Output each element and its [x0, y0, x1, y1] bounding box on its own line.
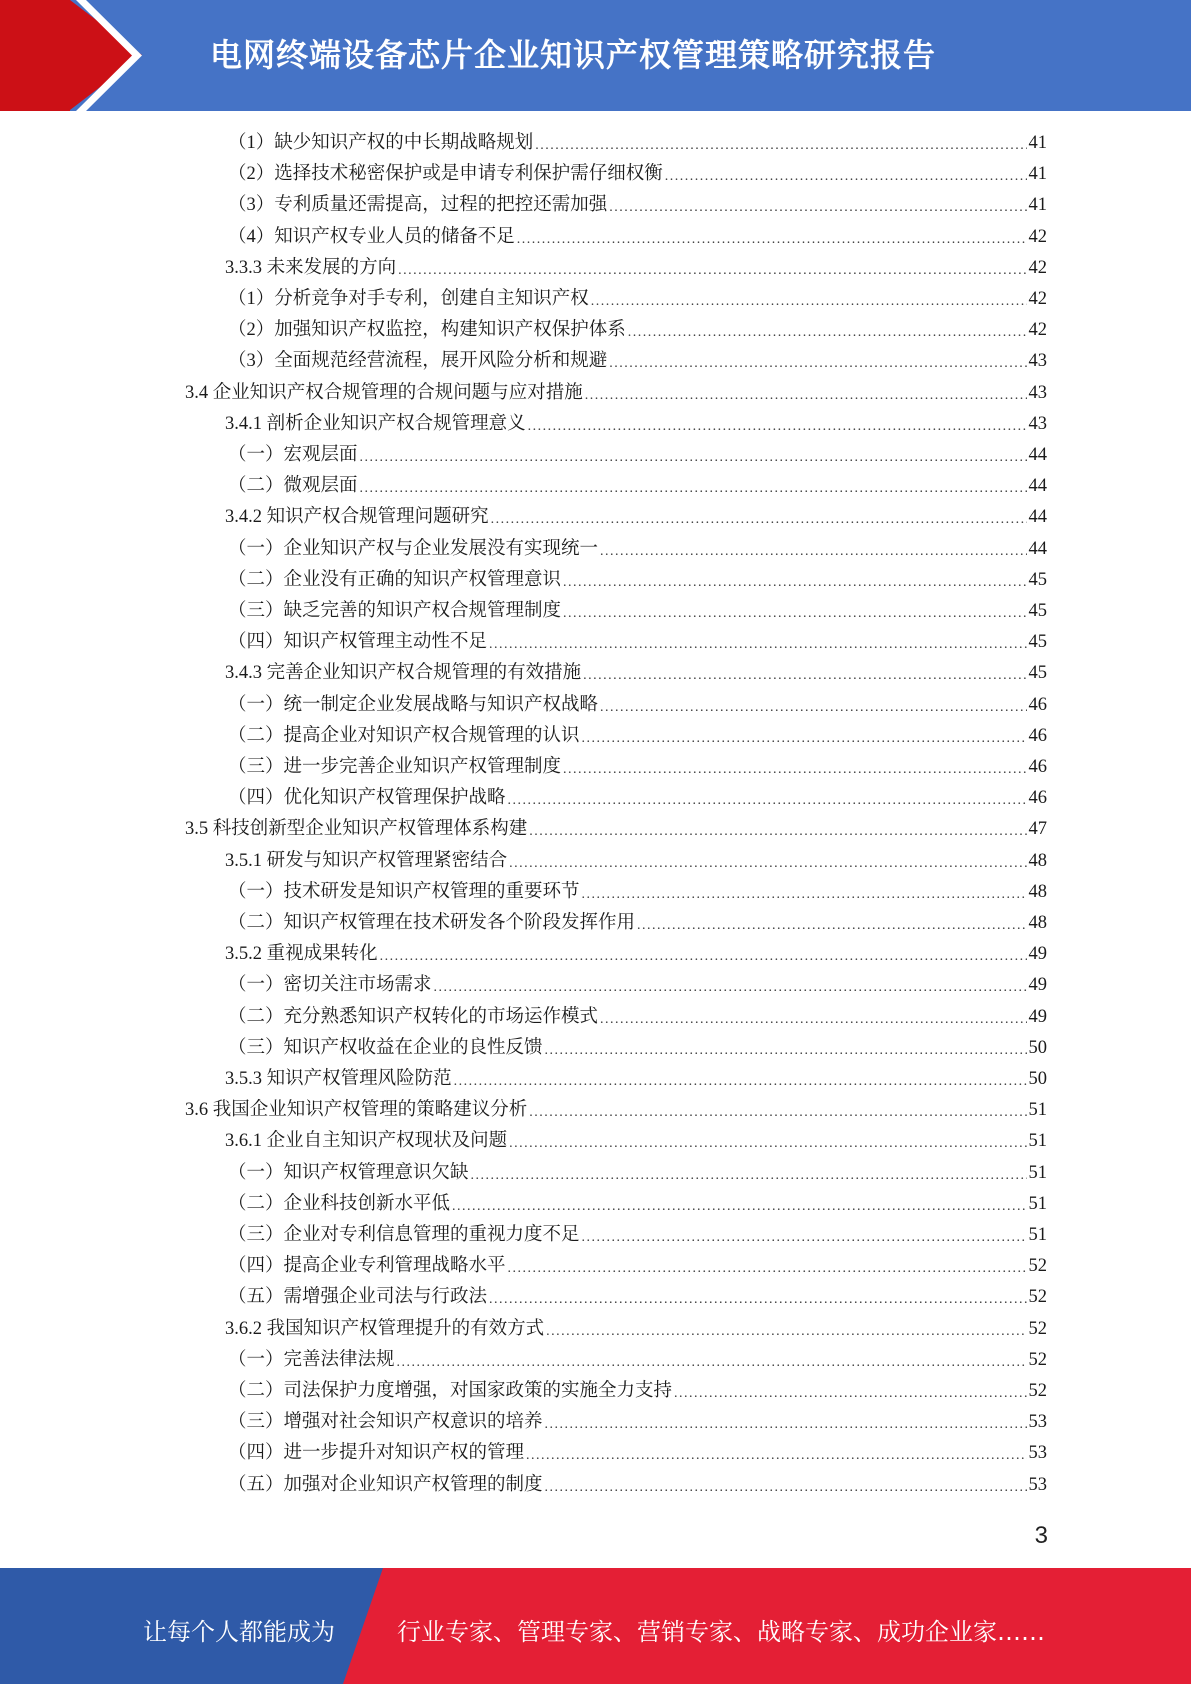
toc-leader-dots — [545, 1033, 1027, 1064]
toc-entry-label: 3.4 企业知识产权合规管理的合规问题与应对措施 — [185, 382, 583, 403]
toc-entry-page: 52 — [1028, 1256, 1047, 1277]
toc-entry-page: 42 — [1028, 226, 1047, 247]
toc-leader-dots — [546, 1314, 1026, 1345]
toc-leader-dots — [600, 534, 1026, 565]
toc-entry-label: （二）企业科技创新水平低 — [228, 1193, 451, 1214]
toc-entry[interactable] — [228, 783, 1047, 814]
toc-entry-page: 51 — [1028, 1193, 1047, 1214]
page-footer — [0, 1568, 1191, 1684]
toc-entry[interactable] — [228, 1251, 1047, 1282]
toc-entry[interactable] — [225, 939, 1047, 970]
toc-entry-page: 43 — [1028, 413, 1047, 434]
toc-entry-page: 44 — [1028, 507, 1047, 528]
toc-entry-label: 3.3.3 未来发展的方向 — [225, 257, 397, 278]
toc-entry[interactable] — [228, 596, 1047, 627]
toc-entry-label: （二）微观层面 — [228, 476, 358, 497]
toc-entry-label: （三）增强对社会知识产权意识的培养 — [228, 1412, 543, 1433]
toc-entry-label: （1）缺少知识产权的中长期战略规划 — [228, 133, 534, 153]
toc-entry-page: 49 — [1028, 944, 1047, 965]
header-red-block — [0, 0, 70, 111]
toc-entry-page: 52 — [1028, 1287, 1047, 1308]
toc-entry-label: 3.5.3 知识产权管理风险防范 — [225, 1069, 452, 1089]
toc-leader-dots — [380, 939, 1027, 970]
toc-entry-label: （1）分析竞争对手专利，创建自主知识产权 — [228, 289, 589, 309]
toc-entry[interactable] — [225, 1064, 1047, 1095]
toc-entry-page: 51 — [1028, 1131, 1047, 1152]
toc-entry[interactable] — [185, 378, 1047, 409]
toc-entry[interactable] — [228, 627, 1047, 658]
toc-leader-dots — [454, 1064, 1027, 1095]
toc-entry-label: 3.6.2 我国知识产权管理提升的有效方式 — [225, 1318, 545, 1339]
toc-entry-label: （二）司法保护力度增强，对国家政策的实施全力支持 — [228, 1381, 673, 1401]
toc-entry-label: 3.5.1 研发与知识产权管理紧密结合 — [225, 850, 508, 871]
toc-leader-dots — [508, 1251, 1027, 1282]
toc-entry-page: 41 — [1028, 195, 1047, 216]
toc-entry-page: 45 — [1028, 601, 1047, 621]
toc-entry-page: 46 — [1028, 694, 1047, 715]
toc-entry[interactable] — [228, 690, 1047, 721]
toc-leader-dots — [360, 471, 1027, 502]
toc-leader-dots — [582, 721, 1027, 752]
toc-entry[interactable] — [228, 565, 1047, 596]
toc-leader-dots — [508, 783, 1027, 814]
toc-entry-label: （一）宏观层面 — [228, 445, 358, 465]
toc-entry-label: （一）知识产权管理意识欠缺 — [228, 1162, 469, 1183]
toc-leader-dots — [665, 159, 1027, 190]
toc-entry-page: 43 — [1028, 382, 1047, 403]
toc-entry-label: （3）全面规范经营流程，展开风险分析和规避 — [228, 351, 608, 372]
toc-entry-page: 45 — [1028, 569, 1047, 590]
toc-entry-label: （四）知识产权管理主动性不足 — [228, 632, 488, 653]
toc-leader-dots — [471, 1158, 1027, 1189]
toc-leader-dots — [563, 752, 1026, 783]
toc-entry-page: 52 — [1028, 1349, 1047, 1370]
toc-entry-page: 47 — [1028, 819, 1047, 840]
toc-entry[interactable] — [228, 315, 1047, 346]
toc-entry-page: 42 — [1028, 289, 1047, 309]
toc-entry[interactable] — [228, 1345, 1047, 1376]
toc-leader-dots — [509, 846, 1026, 877]
toc-entry[interactable] — [228, 1033, 1047, 1064]
toc-entry-page: 43 — [1028, 351, 1047, 372]
toc-entry-page: 53 — [1028, 1412, 1047, 1433]
page-number: 3 — [1034, 1522, 1048, 1549]
toc-entry[interactable] — [225, 409, 1047, 440]
toc-leader-dots — [563, 596, 1026, 627]
toc-leader-dots — [609, 190, 1026, 221]
toc-entry[interactable] — [228, 1282, 1047, 1313]
toc-entry-page: 51 — [1028, 1225, 1047, 1245]
toc-leader-dots — [529, 814, 1026, 845]
toc-entry-label: （四）进一步提升对知识产权的管理 — [228, 1443, 525, 1464]
toc-entry-page: 50 — [1028, 1037, 1047, 1058]
toc-entry[interactable] — [225, 1314, 1047, 1345]
toc-entry[interactable] — [225, 846, 1047, 877]
toc-entry-label: （二）企业没有正确的知识产权管理意识 — [228, 569, 562, 590]
toc-entry-label: （二）提高企业对知识产权合规管理的认识 — [228, 725, 580, 746]
toc-entry-page: 48 — [1028, 913, 1047, 933]
toc-entry-label: 3.6.1 企业自主知识产权现状及问题 — [225, 1131, 508, 1152]
toc-leader-dots — [609, 346, 1026, 377]
toc-entry-page: 41 — [1028, 164, 1047, 185]
toc-entry[interactable] — [228, 128, 1047, 159]
toc-entry[interactable] — [225, 502, 1047, 533]
toc-leader-dots — [628, 315, 1027, 346]
footer-slogan-left: 让每个人都能成为 — [143, 1618, 335, 1646]
toc-leader-dots — [674, 1376, 1026, 1407]
toc-entry-page: 48 — [1028, 850, 1047, 871]
toc-entry[interactable] — [228, 721, 1047, 752]
toc-entry-page: 48 — [1028, 881, 1047, 902]
toc-entry[interactable] — [228, 1376, 1047, 1407]
toc-leader-dots — [489, 627, 1026, 658]
toc-leader-dots — [582, 877, 1027, 908]
toc-entry[interactable] — [228, 222, 1047, 253]
toc-leader-dots — [545, 1470, 1027, 1501]
toc-leader-dots — [545, 1407, 1027, 1438]
toc-leader-dots — [491, 502, 1027, 533]
toc-entry[interactable] — [225, 253, 1047, 284]
toc-entry-page: 50 — [1028, 1069, 1047, 1089]
toc-entry-page: 41 — [1028, 133, 1047, 153]
toc-entry[interactable] — [228, 1158, 1047, 1189]
toc-entry-page: 52 — [1028, 1318, 1047, 1339]
toc-entry[interactable] — [228, 1189, 1047, 1220]
toc-entry[interactable] — [225, 658, 1047, 689]
toc-entry-page: 46 — [1028, 725, 1047, 746]
toc-entry-page: 45 — [1028, 632, 1047, 653]
document-title: 电网终端设备芯片企业知识产权管理策略研究报告 — [210, 36, 937, 74]
toc-entry-label: （4）知识产权专业人员的储备不足 — [228, 226, 515, 247]
toc-entry-label: （五）加强对企业知识产权管理的制度 — [228, 1474, 543, 1495]
toc-entry[interactable] — [228, 1220, 1047, 1251]
toc-entry-label: （二）知识产权管理在技术研发各个阶段发挥作用 — [228, 913, 636, 933]
toc-entry-label: 3.4.1 剖析企业知识产权合规管理意义 — [225, 413, 526, 434]
toc-entry-page: 44 — [1028, 538, 1047, 559]
toc-entry[interactable] — [228, 1438, 1047, 1469]
toc-leader-dots — [582, 1220, 1027, 1251]
toc-entry-page: 51 — [1028, 1100, 1047, 1121]
toc-leader-dots — [360, 440, 1027, 471]
toc-entry-page: 42 — [1028, 257, 1047, 278]
toc-leader-dots — [529, 1095, 1026, 1126]
toc-entry-label: 3.5 科技创新型企业知识产权管理体系构建 — [185, 819, 528, 840]
toc-entry[interactable] — [228, 970, 1047, 1001]
toc-entry[interactable] — [228, 1407, 1047, 1438]
toc-entry-label: （3）专利质量还需提高，过程的把控还需加强 — [228, 195, 608, 216]
toc-entry-label: （2）加强知识产权监控，构建知识产权保护体系 — [228, 320, 626, 341]
footer-slogan-right: 行业专家、管理专家、营销专家、战略专家、成功企业家…… — [397, 1618, 1045, 1646]
toc-entry-page: 49 — [1028, 975, 1047, 996]
toc-entry-page: 51 — [1028, 1162, 1047, 1183]
toc-entry-label: 3.4.3 完善企业知识产权合规管理的有效措施 — [225, 663, 582, 684]
toc-entry[interactable] — [228, 284, 1047, 315]
toc-entry-label: （三）知识产权收益在企业的良性反馈 — [228, 1037, 543, 1058]
toc-entry-label: （一）完善法律法规 — [228, 1349, 395, 1370]
page-header — [0, 0, 1191, 111]
toc-leader-dots — [637, 908, 1026, 939]
toc-entry[interactable] — [228, 440, 1047, 471]
toc-entry[interactable] — [185, 814, 1047, 845]
toc-entry-label: （三）缺乏完善的知识产权合规管理制度 — [228, 601, 562, 621]
toc-leader-dots — [585, 378, 1027, 409]
toc-leader-dots — [398, 253, 1026, 284]
toc-entry-label: （一）统一制定企业发展战略与知识产权战略 — [228, 694, 599, 715]
toc-leader-dots — [600, 690, 1026, 721]
toc-entry[interactable] — [228, 471, 1047, 502]
toc-entry-label: （二）充分熟悉知识产权转化的市场运作模式 — [228, 1006, 599, 1027]
toc-entry[interactable] — [228, 190, 1047, 221]
toc-leader-dots — [563, 565, 1026, 596]
toc-entry[interactable] — [228, 159, 1047, 190]
toc-entry-label: （四）提高企业专利管理战略水平 — [228, 1256, 506, 1277]
toc-entry-label: （一）企业知识产权与企业发展没有实现统一 — [228, 538, 599, 559]
toc-entry-label: （四）优化知识产权管理保护战略 — [228, 788, 506, 809]
toc-leader-dots — [509, 1126, 1026, 1157]
toc-entry-label: （2）选择技术秘密保护或是申请专利保护需仔细权衡 — [228, 164, 663, 185]
toc-entry-label: 3.5.2 重视成果转化 — [225, 944, 378, 965]
toc-entry-page: 52 — [1028, 1381, 1047, 1401]
toc-leader-dots — [583, 658, 1026, 689]
toc-leader-dots — [600, 1002, 1026, 1033]
toc-entry-page: 46 — [1028, 757, 1047, 777]
toc-entry-label: 3.6 我国企业知识产权管理的策略建议分析 — [185, 1100, 528, 1121]
toc-entry-label: （一）技术研发是知识产权管理的重要环节 — [228, 881, 580, 902]
toc-leader-dots — [526, 1438, 1026, 1469]
toc-entry[interactable] — [228, 1002, 1047, 1033]
toc-entry-page: 46 — [1028, 788, 1047, 809]
toc-leader-dots — [517, 222, 1027, 253]
toc-entry[interactable] — [228, 346, 1047, 377]
toc-entry[interactable] — [228, 877, 1047, 908]
toc-entry-label: 3.4.2 知识产权合规管理问题研究 — [225, 507, 489, 528]
toc-leader-dots — [528, 409, 1027, 440]
toc-entry-page: 44 — [1028, 476, 1047, 497]
chevron-icon — [76, 0, 166, 111]
toc-entry[interactable] — [228, 908, 1047, 939]
toc-leader-dots — [535, 128, 1026, 159]
toc-entry-label: （一）密切关注市场需求 — [228, 975, 432, 996]
toc-entry-page: 44 — [1028, 445, 1047, 465]
toc-entry[interactable] — [228, 1470, 1047, 1501]
toc-entry-label: （五）需增强企业司法与行政法 — [228, 1287, 488, 1308]
toc-entry-label: （三）进一步完善企业知识产权管理制度 — [228, 757, 562, 777]
toc-leader-dots — [434, 970, 1027, 1001]
toc-entry-page: 45 — [1028, 663, 1047, 684]
toc-entry-page: 42 — [1028, 320, 1047, 341]
toc-entry[interactable] — [228, 752, 1047, 783]
toc-leader-dots — [591, 284, 1027, 315]
toc-leader-dots — [397, 1345, 1027, 1376]
toc-entry[interactable] — [228, 534, 1047, 565]
toc-leader-dots — [489, 1282, 1026, 1313]
toc-entry[interactable] — [225, 1126, 1047, 1157]
toc-entry-label: （三）企业对专利信息管理的重视力度不足 — [228, 1225, 580, 1245]
toc-entry-page: 49 — [1028, 1006, 1047, 1027]
toc-leader-dots — [452, 1189, 1026, 1220]
toc-entry-page: 53 — [1028, 1474, 1047, 1495]
toc-entry-page: 53 — [1028, 1443, 1047, 1464]
toc-entry[interactable] — [185, 1095, 1047, 1126]
